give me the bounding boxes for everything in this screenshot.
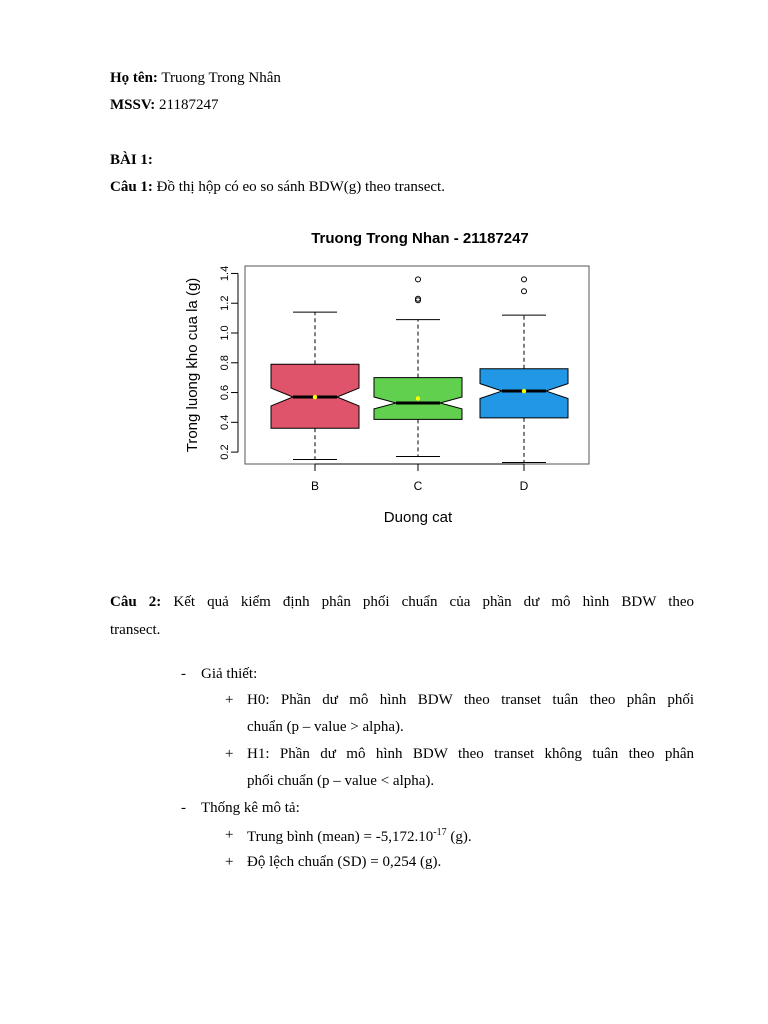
outlier-point (522, 277, 527, 282)
box-d (480, 277, 568, 463)
sd-line: Độ lệch chuẩn (SD) = 0,254 (g). (247, 854, 442, 870)
y-tick-label: 1.0 (219, 325, 231, 341)
y-tick-label: 0.6 (219, 384, 231, 401)
chart-title: Truong Trong Nhan - 21187247 (311, 230, 529, 247)
question-1-label: Câu 1: (110, 179, 153, 195)
name-value: Truong Trong Nhân (161, 70, 281, 86)
outlier-point (416, 277, 421, 282)
name-label: Họ tên: (110, 70, 158, 86)
y-tick-label: 1.2 (219, 295, 231, 311)
plus-icon: + (225, 692, 234, 708)
box-b (271, 312, 359, 459)
question-2-line1 (110, 594, 694, 611)
question-2-text: Kết quả kiểm định phân phối chuẩn của phần dư mô hình BDW theo (173, 594, 695, 610)
x-axis-label: Duong cat (383, 509, 453, 526)
box-c (374, 277, 462, 457)
x-axis (311, 464, 529, 493)
hypothesis-title: Giả thiết: (201, 666, 258, 682)
x-tick-label: D (519, 479, 529, 493)
mean-exponent: -17 (433, 827, 447, 838)
boxes (271, 277, 568, 463)
plus-icon: + (225, 827, 234, 843)
box-body (480, 369, 568, 418)
boxplot-chart (178, 222, 608, 532)
mean-suffix: (g). (446, 829, 472, 845)
question-1 (110, 179, 445, 196)
y-axis-label: Trong luong kho cua la (g) (184, 277, 201, 453)
plus-icon: + (225, 854, 234, 870)
y-tick-label: 0.8 (219, 355, 231, 371)
mean-point (522, 389, 526, 393)
question-2-label: Câu 2: (110, 594, 162, 610)
mean-prefix: Trung bình (mean) = -5,172.10 (247, 829, 434, 845)
h0-line2: chuẩn (p – value > alpha). (247, 719, 404, 735)
mean-line (247, 827, 472, 846)
y-tick-label: 1.4 (219, 265, 231, 282)
outlier-point (522, 289, 527, 294)
h1-line1: H1: Phần dư mô hình BDW theo transet không tuân theo phân (247, 746, 694, 762)
y-tick-label: 0.2 (219, 444, 231, 460)
y-tick-label: 0.4 (219, 414, 231, 430)
question-2-line2: transect. (110, 622, 161, 638)
h1-line2: phối chuẩn (p – value < alpha). (247, 773, 435, 789)
plus-icon: + (225, 746, 234, 762)
h0-line1: H0: Phần dư mô hình BDW theo transet tuân theo phân phối (247, 692, 694, 708)
student-id-value: 21187247 (159, 97, 219, 113)
x-tick-label: B (310, 479, 320, 493)
bullet-dash: - (181, 800, 186, 816)
mean-point (313, 395, 317, 399)
student-id-line (110, 97, 219, 114)
stats-title: Thống kê mô tả: (201, 800, 300, 816)
mean-point (416, 396, 420, 400)
section-title: BÀI 1: (110, 152, 153, 168)
y-axis (219, 266, 238, 460)
student-id-label: MSSV: (110, 97, 156, 113)
name-line (110, 70, 281, 87)
question-1-text: Đồ thị hộp có eo so sánh BDW(g) theo transect. (156, 179, 445, 195)
x-tick-label: C (413, 479, 423, 493)
bullet-dash: - (181, 666, 186, 682)
